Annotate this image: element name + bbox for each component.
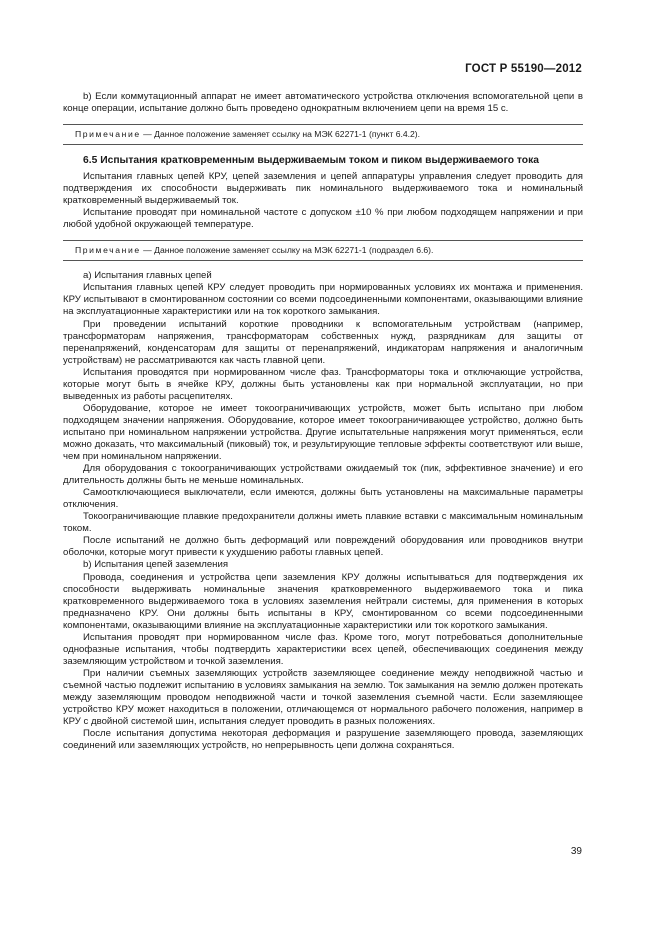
body-paragraph: После испытания допустима некоторая деформация и разрушение заземляющего провода, заземляющих соединений или заземляющих устройств, но непрерывность цепи должна сохраняться. [63,728,583,752]
body-paragraph: Токоограничивающие плавкие предохранители должны иметь плавкие вставки с максимальным номинальным током. [63,511,583,535]
subsection-heading-main-circuits: а) Испытания главных цепей [83,270,212,282]
page-content [63,91,583,752]
note-box-2 [63,240,583,261]
note-label: Примечание [75,245,141,256]
section-paragraph: Испытания главных цепей КРУ, цепей заземления и цепей аппаратуры управления следует проводить для подтверждения их способности выдерживать пик номинального выдерживаемого тока и номинальный кратковременный выдерживаемый ток. [63,171,583,207]
subsection-heading-grounding: b) Испытания цепей заземления [83,559,229,571]
body-paragraph: Оборудование, которое не имеет токоограничивающих устройств, может быть испытано при любом подходящем значении напряжения. Оборудование, которое имеет токоограничивающее устройство, должно быть испытано при номинальном напряжении устройства. Другие испытательные напряжения могут применяться, если можно доказать, что максимальный (пиковый) ток, и результирующие тепловые эффекты соответствуют или выше, чем при номинальном напряжении. [63,402,583,463]
body-paragraph: При наличии съемных заземляющих устройств заземляющее соединение между неподвижной частью и съемной частью подлежит испытанию в условиях замыкания на землю. Ток замыкания на землю должен протекать между заземляющим проводом неподвижной части и точкой заземления съемной части. Если заземляющее устройство КРУ может находиться в положении, отличающемся от нормального рабочего положения, например в КРУ с двойной системой шин, испытания следует проводить в разных положениях. [63,667,583,728]
note-text: — Данное положение заменяет ссылку на МЭК 62271-1 (подраздел 6.6). [140,245,434,256]
body-paragraph: Самоотключающиеся выключатели, если имеются, должны быть установлены на максимальные параметры отключения. [63,487,583,511]
section-paragraph: Испытание проводят при номинальной частоте с допуском ±10 % при любом подходящем напряжении и при любой удобной окружающей температуре. [63,207,583,231]
body-paragraph: Испытания проводят при нормированном числе фаз. Кроме того, могут потребоваться дополнительные однофазные испытания, чтобы подтвердить характеристики всех цепей, обеспечивающих соединения между заземляющим устройством и точкой заземления. [63,631,583,667]
note-label: Примечание [75,129,141,140]
note-text: — Данное положение заменяет ссылку на МЭК 62271-1 (пункт 6.4.2). [140,129,421,140]
body-paragraph: При проведении испытаний короткие проводники к вспомогательным устройствам (например, трансформаторам напряжения, трансформаторам собственных нужд, разрядникам для защиты от перенапряжений, конденсаторам для защиты от перенапряжений, индикаторам напряжения и аналогичным устройствам) не рассматриваются как часть главной цепи. [63,318,583,366]
page-number: 39 [570,846,582,857]
body-paragraph: Провода, соединения и устройства цепи заземления КРУ должны испытываться для подтверждения их способности выдерживать номинальные значения кратковременного выдерживаемого тока и пика кратковременного выдерживаемого тока в условиях заземления нейтрали системы, для применения в которых предназначено КРУ. Они должны быть испытаны в КРУ, смонтированном со всеми подсоединенными компонентами, оказывающими влияние на эксплуатационные характеристики или ток короткого замыкания. [63,571,583,631]
section-number: 6.5 [83,155,98,167]
document-id: ГОСТ Р 55190—2012 [465,63,582,75]
intro-paragraph: b) Если коммутационный аппарат не имеет автоматического устройства отключения вспомогательной цепи в конце операции, испытание должно быть проведено однократным включением цепи на время 15 с. [63,91,583,115]
body-paragraph: Испытания главных цепей КРУ следует проводить при нормированных условиях их монтажа и применения. КРУ испытывают в смонтированном состоянии со всеми подсоединенными компонентами, оказывающими влияние на эксплуатационные характеристики или на ток короткого замыкания. [63,282,583,318]
section-title: Испытания кратковременным выдерживаемым током и пиком выдерживаемого тока [100,155,539,167]
body-paragraph: Испытания проводятся при нормированном числе фаз. Трансформаторы тока и отключающие устройства, которые могут быть в ячейке КРУ, должны быть установлены как при нормальной эксплуатации, но при выведенных из работы расцепителях. [63,366,583,402]
note-box-1 [63,124,583,145]
body-paragraph: Для оборудования с токоограничивающих устройствами ожидаемый ток (пик, эффективное значение) и его длительность должны быть не меньше номинальных. [63,463,583,487]
body-paragraph: После испытаний не должно быть деформаций или повреждений оборудования или проводников внутри оболочки, которые могут привести к ухудшению работы главных цепей. [63,535,583,559]
section-heading [63,154,583,167]
